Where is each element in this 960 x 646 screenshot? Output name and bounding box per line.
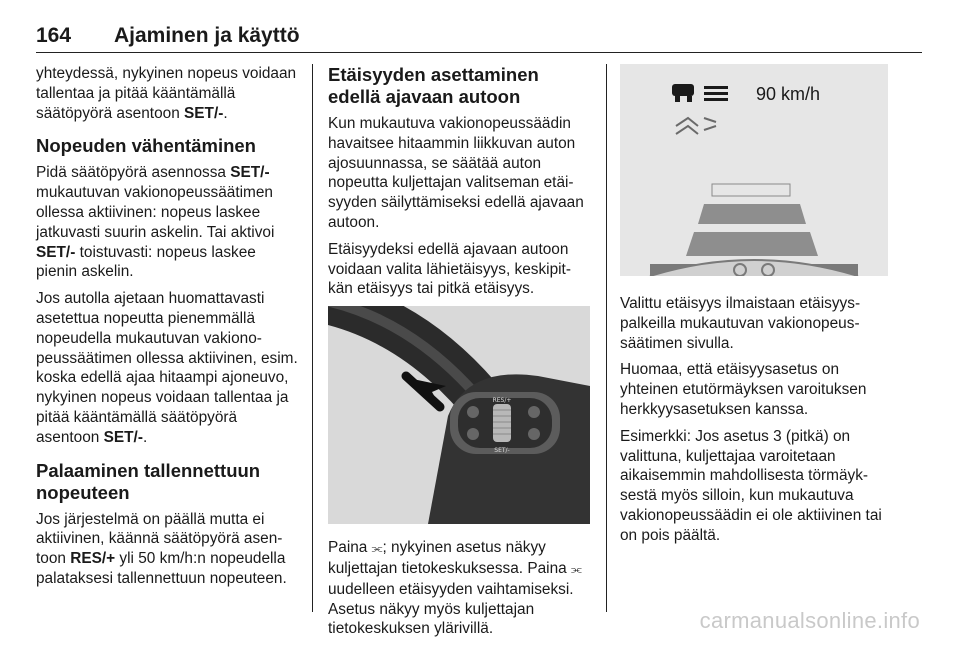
page-number: 164: [36, 24, 72, 47]
distance-setting-icon: ⫘: [570, 561, 582, 576]
paragraph: Jos autolla ajetaan huomattavasti asetettua nopeutta pienemmällä nopeudella mukautuvan vakionopeussäätimen ollessa aktiivinen, esim. koska edellä ajaa hitaampi ajoneuvo, nykyinen nopeus voidaan tallentaa ja pitää kääntämällä säätöpyörä asentoon SET/-.: [36, 290, 298, 446]
column-divider-right: [606, 64, 607, 612]
set-label: SET/-: [494, 447, 510, 455]
paragraph: Valittu etäisyys ilmaistaan etäisyyspalkeilla mukautuvan vakionopeussäätimen sivulla.: [620, 295, 861, 352]
watermark: carmanualsonline.info: [699, 608, 920, 633]
section-heading: Nopeuden vähentäminen: [36, 135, 256, 157]
paragraph: Esimerkki: Jos asetus 3 (pitkä) on valittuna, kuljettajaa varoitetaan aikaisemmin mahdollisesta törmäyksestä myös silloin, kun mukautuva vakionopeussäädin ei ole aktiivinen tai on pois päältä.: [620, 427, 882, 544]
paragraph: Pidä säätöpyörä asennossa SET/- mukautuvan vakionopeussäätimen ollessa aktiivinen: nopeus laskee jatkuvasti suurin askelin. Tai aktivoi SET/- toistuvasti: nopeus laskee pienin askelin.: [36, 164, 275, 281]
right-column: [620, 64, 888, 553]
paragraph: Jos järjestelmä on päällä mutta ei aktiivinen, käännä säätöpyörä asentoon RES/+ yli 50 km/h:n nopeudella palataksesi tallennettuun nopeuteen.: [36, 510, 287, 587]
paragraph: Paina ⫘; nykyinen asetus näkyy kuljettajan tietokeskuksessa. Paina ⫘ uudelleen etäisyyden vaihtamiseksi. Asetus näkyy myös kuljettajan tietokeskuksen ylärivillä.: [328, 539, 582, 638]
paragraph: Etäisyydeksi edellä ajavaan autoon voidaan valita lähietäisyys, keskipitkän etäisyys tai pitkä etäisyys.: [328, 240, 571, 298]
header-rule: [36, 52, 922, 53]
paragraph: yhteydessä, nykyinen nopeus voidaan tallentaa ja pitää kääntämällä säätöpyörä asentoon SET/-.: [36, 65, 297, 122]
chapter-title: Ajaminen ja käyttö: [114, 24, 300, 47]
section-heading: Etäisyyden asettaminen edellä ajavaan autoon: [328, 64, 539, 107]
page-header: [36, 24, 922, 52]
paragraph: Huomaa, että etäisyysasetus on yhteinen etutörmäyksen varoituksen herkkyysasetuksen kanssa.: [620, 361, 867, 418]
driver-info-display-image: [620, 64, 888, 276]
middle-column: [328, 64, 590, 646]
distance-setting-icon: ⫘: [371, 541, 383, 556]
section-heading: Palaaminen tallennettuun nopeuteen: [36, 459, 261, 503]
display-speed: 90 km/h: [756, 84, 821, 104]
res-label: RES/+: [492, 397, 512, 405]
paragraph: Kun mukautuva vakionopeussäädin havaitsee hitaammin liikkuvan auton ajosuunnassa, se säätää auton nopeutta kuljettajan valitseman etäisyyden säilyttämiseksi edellä ajavaan autoon.: [328, 115, 584, 231]
column-divider-left: [312, 64, 313, 612]
left-column: [36, 64, 298, 596]
steering-wheel-image: [328, 306, 590, 524]
gap-bars-icon: [704, 86, 728, 101]
